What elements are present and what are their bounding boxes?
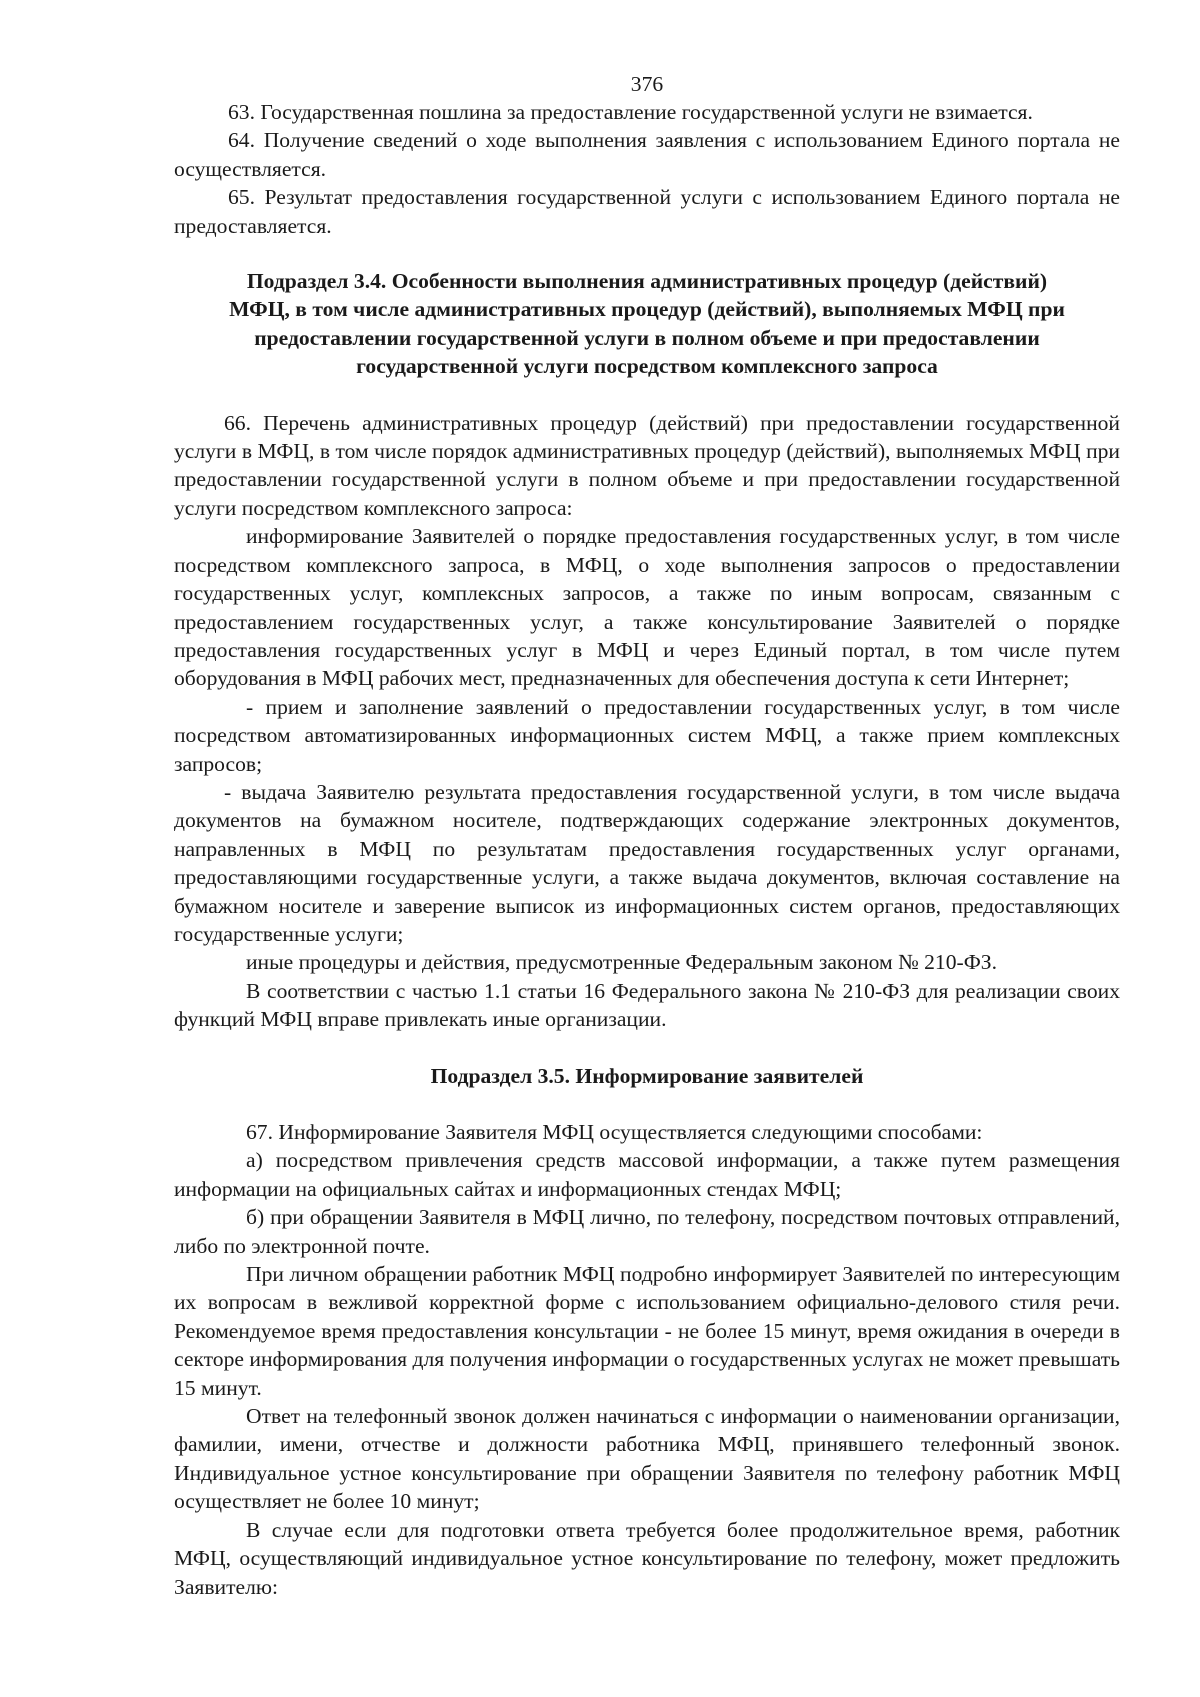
paragraph-66: 66. Перечень административных процедур (действий) при предоставлении государственной услуги в МФЦ, в том числе порядок административных процедур (действий), выполняемых МФЦ при предоставлении государственной услуги в полном объеме и при предоставлении государственной услуги посредством комплексного запроса: <box>174 410 1120 520</box>
heading-subsection-3-4 <box>174 267 1120 381</box>
paragraph-64: 64. Получение сведений о ходе выполнения заявления с использованием Единого портала не осуществляется. <box>174 128 1120 181</box>
heading-3-4-line: предоставлении государственной услуги в полном объеме и при предоставлении <box>254 325 1040 350</box>
paragraph-organizations: В соответствии с частью 1.1 статьи 16 Федерального закона № 210-ФЗ для реализации своих функций МФЦ вправе привлекать иные организации. <box>174 978 1120 1032</box>
paragraph-65: 65. Результат предоставления государственной услуги с использованием Единого портала не предоставляется. <box>174 185 1120 238</box>
paragraph-informing: информирование Заявителей о порядке предоставления государственных услуг, в том числе посредством комплексного запроса, в МФЦ, о ходе выполнения запросов о предоставлении государственных услуг, комплексных запросов, а также по иным вопросам, связанным с предоставлением государственных услуг, а также консультирование Заявителей о порядке предоставления государственных услуг в МФЦ и через Единый портал, в том числе путем оборудования в МФЦ рабочих мест, предназначенных для обеспечения доступа к сети Интернет; <box>174 524 1120 691</box>
page-number: 376 <box>630 72 664 96</box>
heading-3-4-line: государственной услуги посредством комплексного запроса <box>356 354 938 379</box>
paragraph-67a: а) посредством привлечения средств массовой информации, а также путем размещения информации на официальных сайтах и информационных стендах МФЦ; <box>174 1148 1120 1201</box>
paragraph-personal-visit: При личном обращении работник МФЦ подробно информирует Заявителей по интересующим их вопросам в вежливой корректной форме с использованием официально-делового стиля речи. Рекомендуемое время предоставления консультации - не более 15 минут, время ожидания в очереди в секторе информирования для получения информации о государственных услугах не может превышать 15 минут. <box>174 1262 1120 1400</box>
paragraph-issuance: - выдача Заявителю результата предоставления государственной услуги, в том числе выдача документов на бумажном носителе, подтверждающих содержание электронных документов, направленных в МФЦ по результатам предоставления государственных услуг органами, предоставляющими государственные услуги, а также выдача документов, включая составление на бумажном носителе и заверение выписок из информационных систем органов, предоставляющих государственные услуги; <box>174 779 1120 946</box>
heading-3-4-line: Подраздел 3.4. Особенности выполнения административных процедур (действий) <box>246 269 1048 294</box>
paragraph-63: 63. Государственная пошлина за предоставление государственной услуги не взимается. <box>228 100 1033 124</box>
heading-subsection-3-5: Подраздел 3.5. Информирование заявителей <box>430 1063 864 1088</box>
paragraph-67b: б) при обращении Заявителя в МФЦ лично, по телефону, посредством почтовых отправлений, либо по электронной почте. <box>174 1205 1120 1258</box>
paragraph-phone-call: Ответ на телефонный звонок должен начинаться с информации о наименовании организации, фамилии, имени, отчестве и должности работника МФЦ, принявшего телефонный звонок. Индивидуальное устное консультирование при обращении Заявителя по телефону работник МФЦ осуществляет не более 10 минут; <box>174 1404 1120 1514</box>
document-page <box>174 70 1120 1601</box>
paragraph-reception: - прием и заполнение заявлений о предоставлении государственных услуг, в том числе посредством автоматизированных информационных систем МФЦ, а также прием комплексных запросов; <box>174 694 1120 776</box>
paragraph-other-procedures: иные процедуры и действия, предусмотренные Федеральным законом № 210-ФЗ. <box>246 950 997 975</box>
paragraph-67: 67. Информирование Заявителя МФЦ осуществляется следующими способами: <box>246 1120 983 1144</box>
paragraph-longer-time: В случае если для подготовки ответа требуется более продолжительное время, работник МФЦ, осуществляющий индивидуальное устное консультирование по телефону, может предложить Заявителю: <box>174 1517 1120 1599</box>
heading-3-4-line: МФЦ, в том числе административных процедур (действий), выполняемых МФЦ при <box>229 297 1065 322</box>
